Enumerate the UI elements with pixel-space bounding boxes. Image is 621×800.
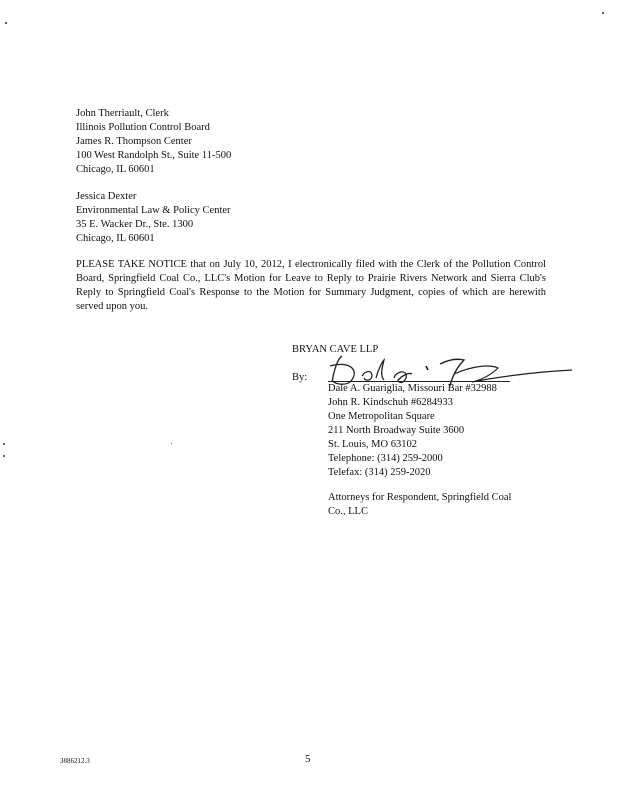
scan-speck [602, 12, 604, 14]
scan-speck [5, 22, 7, 24]
attorneys-line: Co., LLC [328, 506, 368, 517]
address-line: John Therriault, Clerk [76, 108, 169, 119]
counsel-line: Telefax: (314) 259-2020 [328, 467, 431, 478]
address-line: 35 E. Wacker Dr., Ste. 1300 [76, 219, 194, 230]
address-line: 100 West Randolph St., Suite 11-500 [76, 150, 232, 161]
scan-speck [3, 443, 5, 445]
document-id: 3886212.3 [60, 757, 90, 765]
address-line: Chicago, IL 60601 [76, 164, 155, 175]
firm-name: BRYAN CAVE LLP [292, 344, 379, 355]
counsel-line: 211 North Broadway Suite 3600 [328, 425, 465, 436]
counsel-contact [328, 382, 497, 480]
attorneys-for [328, 491, 511, 519]
by-label: By: [292, 372, 308, 383]
counsel-line: St. Louis, MO 63102 [328, 439, 417, 450]
counsel-line: One Metropolitan Square [328, 411, 435, 422]
address-line: Environmental Law & Policy Center [76, 205, 231, 216]
counsel-line: Dale A. Guariglia, Missouri Bar #32988 [328, 383, 497, 394]
scan-speck [171, 443, 172, 444]
recipient-address-elpc [76, 190, 231, 246]
scan-speck [3, 455, 5, 457]
attorneys-line: Attorneys for Respondent, Springfield Coal [328, 492, 512, 503]
address-line: Illinois Pollution Control Board [76, 122, 210, 133]
address-line: James R. Thompson Center [76, 136, 192, 147]
address-line: Chicago, IL 60601 [76, 233, 155, 244]
recipient-address-clerk [76, 107, 231, 177]
page-number: 5 [305, 753, 311, 765]
counsel-line: Telephone: (314) 259-2000 [328, 453, 443, 464]
counsel-line: John R. Kindschuh #6284933 [328, 397, 453, 408]
notice-body: that on July 10, 2012, I electronically filed with the Clerk of the Pollution Control Board, Springfield Coal Co., LLC's Motion for Leave to Reply to Prairie Rivers Network and Sierra Club's Reply to Springfield Coal's Response to the Motion for Summary Judgment, copies of which are herewith served upon you. [76, 259, 546, 312]
notice-paragraph [76, 258, 546, 314]
notice-lead: PLEASE TAKE NOTICE [76, 259, 187, 270]
address-line: Jessica Dexter [76, 191, 137, 202]
